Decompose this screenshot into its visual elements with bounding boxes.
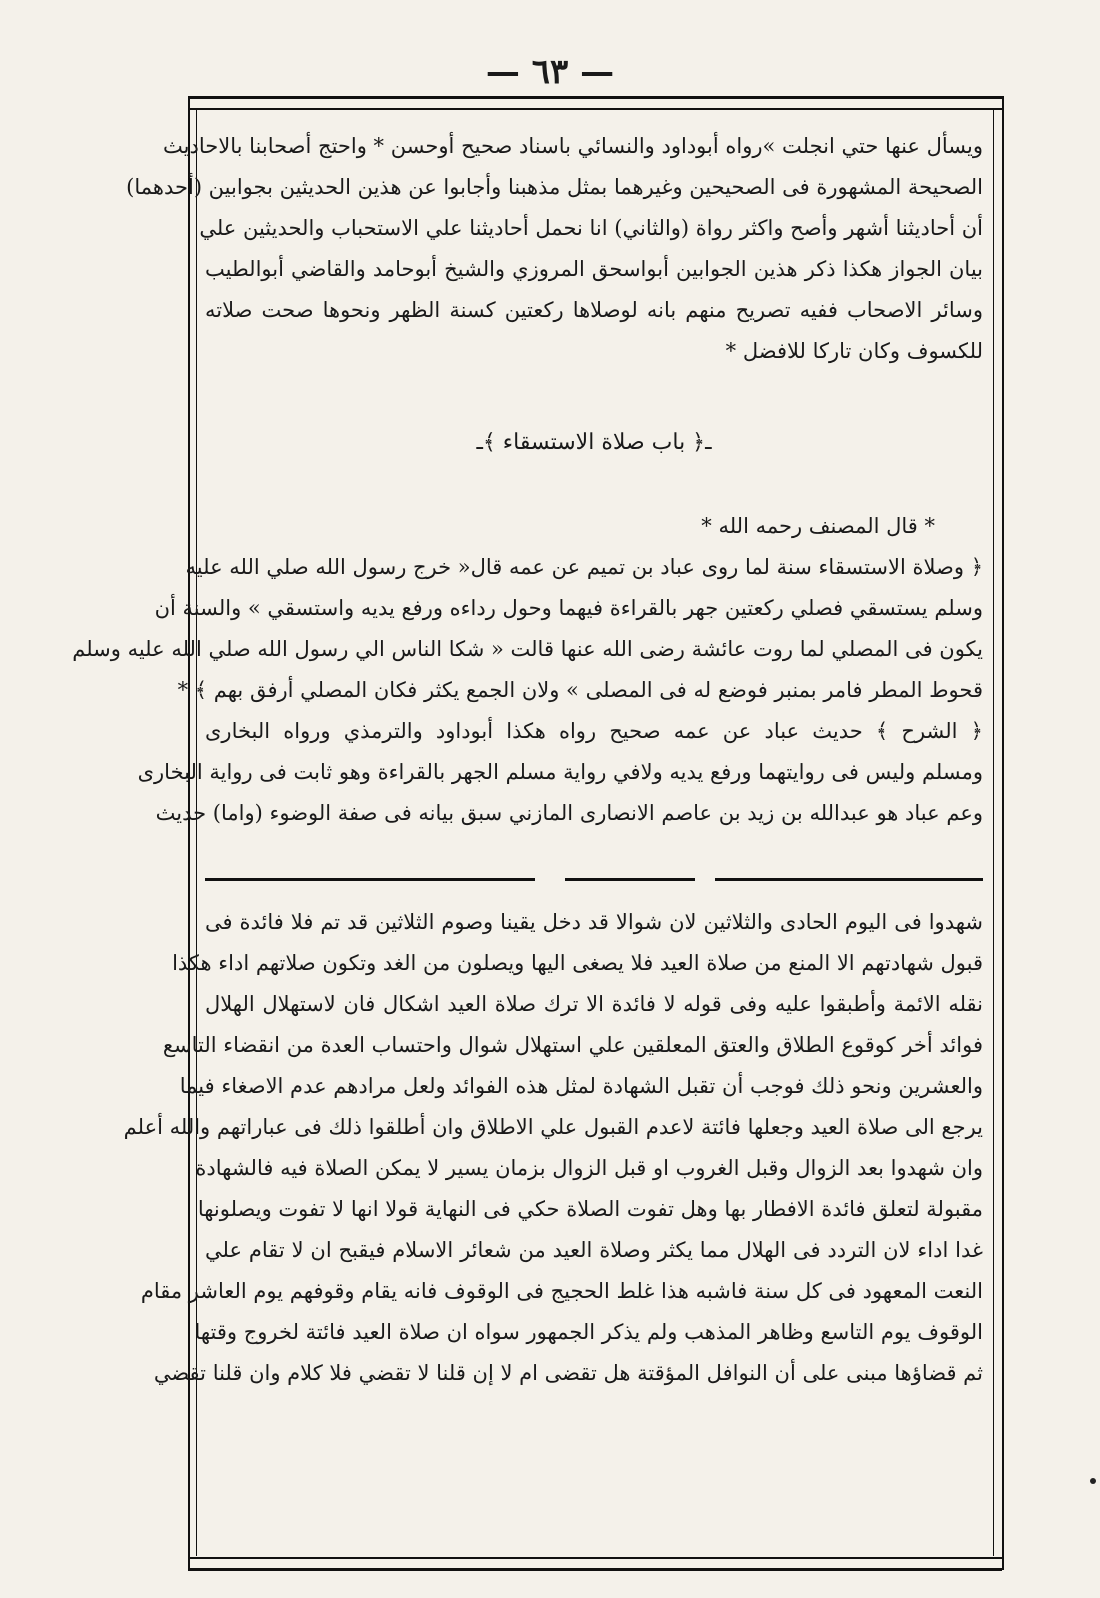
continued-text-block xyxy=(126,126,983,372)
footnote-line: شهدوا فى اليوم الحادى والثلاثين لان شوالا قد دخل يقينا وصوم الثلاثين قد تم فلا فائدة فى xyxy=(205,910,983,934)
text-line: الصحيحة المشهورة فى الصحيحين وغيرهما بمثل مذهبنا وأجابوا عن هذين الحديثين بجوابين (أحدهما) xyxy=(126,175,983,199)
frame-top-rule xyxy=(188,96,1002,110)
section-heading: ـ﴿ باب صلاة الاستسقاء ﴾ـ xyxy=(476,430,712,455)
footnote-line: غدا اداء لان التردد فى الهلال مما يكثر وصلاة العيد من شعائر الاسلام فيقبح ان لا تقام علي xyxy=(205,1238,983,1262)
footnote-line: يرجع الى صلاة العيد وجعلها فائتة لاعدم القبول علي الاطلاق وان أطلقوا ذلك فى عباراتهم والله أعلم xyxy=(123,1115,983,1139)
footnote-line: وان شهدوا بعد الزوال وقبل الغروب او قبل الزوال بزمان يسير لا يمكن الصلاة فيه فالشهادة xyxy=(195,1156,983,1180)
footnote-line: والعشرين ونحو ذلك فوجب أن تقبل الشهادة لمثل هذه الفوائد ولعل مرادهم عدم الاصغاء فيما xyxy=(179,1074,983,1098)
text-line: قحوط المطر فامر بمنبر فوضع له فى المصلى » ولان الجمع يكثر فكان المصلي أرفق بهم ﴾ * xyxy=(177,678,983,702)
text-line: للكسوف وكان تاركا للافضل * xyxy=(725,339,983,363)
text-line: وسلم يستسقي فصلي ركعتين جهر بالقراءة فيهما وحول رداءه ورفع يديه واستسقي » والسنة أن xyxy=(154,596,983,620)
frame-inner-line-right xyxy=(993,110,994,1556)
text-line: يكون فى المصلي لما روت عائشة رضى الله عنها قالت « شكا الناس الي رسول الله صلي الله عليه وسلم xyxy=(72,637,983,661)
text-line: ﴿ وصلاة الاستسقاء سنة لما روى عباد بن تميم عن عمه قال« خرج رسول الله صلي الله عليه xyxy=(185,555,983,579)
margin-dot xyxy=(1090,1478,1096,1484)
text-line: أن أحاديثنا أشهر وأصح واكثر رواة (والثاني) انا نحمل أحاديثنا علي الاستحباب والحديثين علي xyxy=(199,216,983,240)
footnote-line: النعت المعهود فى كل سنة فاشبه هذا غلط الحجيج فى الوقوف فانه يقام وقوفهم يوم العاشر مقام xyxy=(140,1279,983,1303)
text-line: بيان الجواز هكذا ذكر هذين الجوابين أبواسحق المروزي والشيخ أبوحامد والقاضي أبوالطيب xyxy=(205,257,983,281)
footnote-separator xyxy=(205,878,983,884)
frame-bottom-rule xyxy=(188,1557,1002,1571)
text-line: وسائر الاصحاب ففيه تصريح منهم بانه لوصلاها ركعتين كسنة الظهر ونحوها صحت صلاته xyxy=(205,298,983,322)
footnote-line: فوائد أخر كوقوع الطلاق والعتق المعلقين علي استهلال شوال واحتساب العدة من انقضاء التاسع xyxy=(162,1033,983,1057)
text-line: ومسلم وليس فى روايتهما ورفع يديه ولافي رواية مسلم الجهر بالقراءة وهو ثابت فى رواية البخارى xyxy=(137,760,983,784)
footnote-text-block xyxy=(123,902,983,1394)
footnote-line: نقله الائمة وأطبقوا عليه وفى قوله لا فائدة الا ترك صلاة العيد اشكال فان لاستهلال الهلال xyxy=(205,992,983,1016)
text-line: وعم عباد هو عبدالله بن زيد بن عاصم الانصارى المازني سبق بيانه فى صفة الوضوء (واما) حديث xyxy=(155,801,983,825)
footnote-line: ثم قضاؤها مبنى على أن النوافل المؤقتة هل تقضى ام لا إن قلنا لا تقضي فلا كلام وان قلنا تقضي xyxy=(153,1361,983,1385)
main-text-block xyxy=(72,506,983,834)
author-attribution: * قال المصنف رحمه الله * xyxy=(701,514,935,538)
footnote-line: قبول شهادتهم الا المنع من صلاة العيد فلا يصغى اليها ويصلون من الغد وتكون صلاتهم اداء هكذا xyxy=(172,951,983,975)
footnote-line: الوقوف يوم التاسع وظاهر المذهب ولم يذكر الجمهور سواه ان صلاة العيد فائتة لخروج وقتها xyxy=(194,1320,983,1344)
page-number: — ٦٣ — xyxy=(485,52,615,92)
text-line: ﴿ الشرح ﴾ حديث عباد عن عمه صحيح رواه هكذا أبوداود والترمذي ورواه البخارى xyxy=(205,719,983,743)
footnote-line: مقبولة لتعلق فائدة الافطار بها وهل تفوت الصلاة حكي فى النهاية قولا انها لا تفوت ويصلونها xyxy=(197,1197,983,1221)
text-line: ويسأل عنها حتي انجلت »رواه أبوداود والنسائي باسناد صحيح أوحسن * واحتج أصحابنا بالاحاديث xyxy=(163,134,983,158)
